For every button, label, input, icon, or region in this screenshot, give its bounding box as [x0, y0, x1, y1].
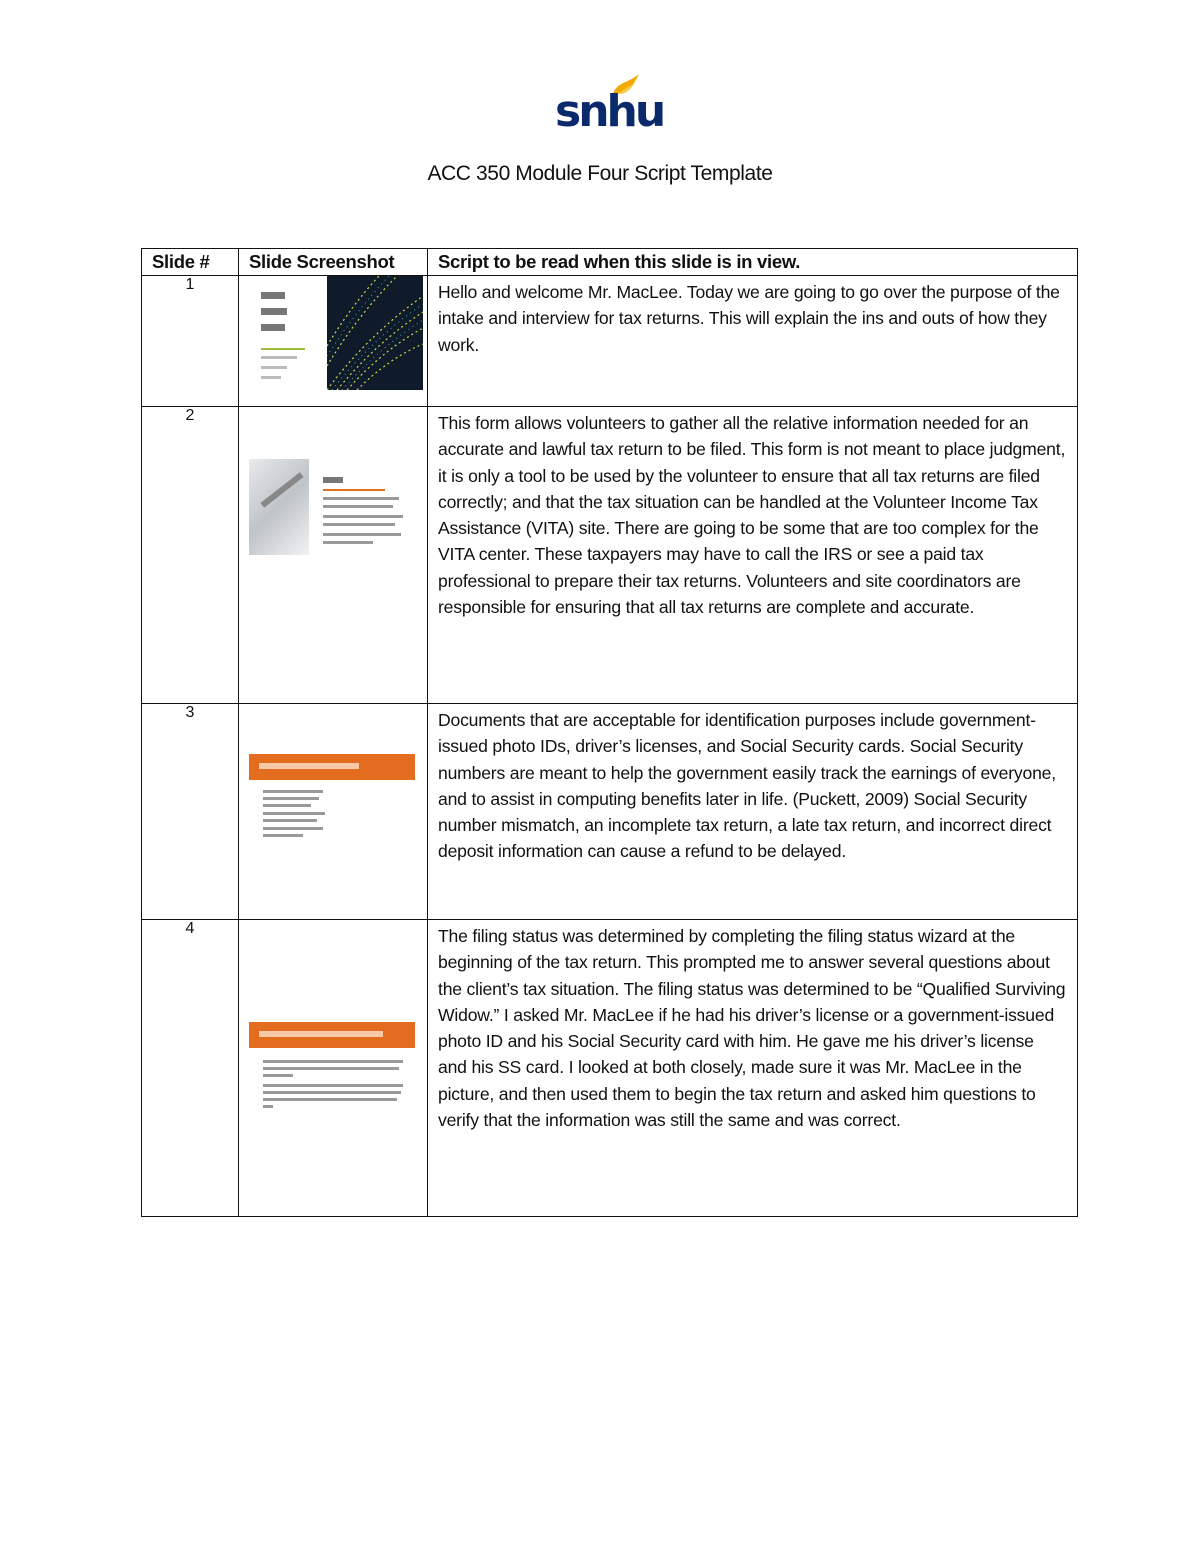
table-row	[142, 704, 1078, 920]
slide-screenshot	[239, 407, 428, 704]
slide-thumbnail-graphic	[327, 276, 423, 390]
table-row	[142, 920, 1078, 1217]
slide-number: 3	[142, 704, 239, 920]
logo-wordmark: snhu	[555, 86, 664, 137]
slide-thumbnail-image	[249, 459, 409, 555]
script-table	[141, 248, 1078, 1217]
header-script: Script to be read when this slide is in view.	[428, 249, 1078, 276]
slide-script: The filing status was determined by completing the filing status wizard at the beginning of the tax return. This prompted me to answer several questions about the client’s tax situation. The filing status was determined to be “Qualified Surviving Widow.” I asked Mr. MacLee if he had his driver’s license or a government-issued photo ID and his Social Security card with him. He gave me his driver’s license and his SS card. I looked at both closely, made sure it was Mr. MacLee in the picture, and then used them to begin the tax return and asked him questions to verify that the information was still the same and was correct.	[428, 920, 1078, 1217]
slide-number: 1	[142, 276, 239, 407]
slide-thumbnail-image	[249, 1022, 415, 1112]
header-row	[142, 249, 1078, 276]
slide-number: 2	[142, 407, 239, 704]
table-row	[142, 407, 1078, 704]
header-slide-num: Slide #	[142, 249, 239, 276]
slide-screenshot	[239, 920, 428, 1217]
slide-thumbnail-image	[249, 276, 423, 390]
slide-script: This form allows volunteers to gather all the relative information needed for an accurate and lawful tax return to be filed. This form is not meant to place judgment, it is only a tool to be used by the volunteer to ensure that all tax returns are filed correctly; and that the tax situation can be handled at the Volunteer Income Tax Assistance (VITA) site. There are going to be some that are too complex for the VITA center. These taxpayers may have to call the IRS or see a paid tax professional to prepare their tax returns. Volunteers and site coordinators are responsible for ensuring that all tax returns are complete and accurate.	[428, 407, 1078, 704]
header-screenshot: Slide Screenshot	[239, 249, 428, 276]
slide-screenshot	[239, 276, 428, 407]
slide-script: Documents that are acceptable for identification purposes include government-issued photo IDs, driver’s licenses, and Social Security cards. Social Security numbers are meant to help the government easily track the earnings of everyone, and to assist in computing benefits later in life. (Puckett, 2009) Social Security number mismatch, an incomplete tax return, a late tax return, and incorrect direct deposit information can cause a refund to be delayed.	[428, 704, 1078, 920]
slide-number: 4	[142, 920, 239, 1217]
table-row	[142, 276, 1078, 407]
slide-thumbnail-image	[249, 754, 415, 840]
page-title: ACC 350 Module Four Script Template	[427, 162, 773, 185]
slide-script: Hello and welcome Mr. MacLee. Today we are going to go over the purpose of the intake and interview for tax returns. This will explain the ins and outs of how they work.	[428, 276, 1078, 407]
slide-screenshot	[239, 704, 428, 920]
snhu-logo	[555, 72, 664, 137]
